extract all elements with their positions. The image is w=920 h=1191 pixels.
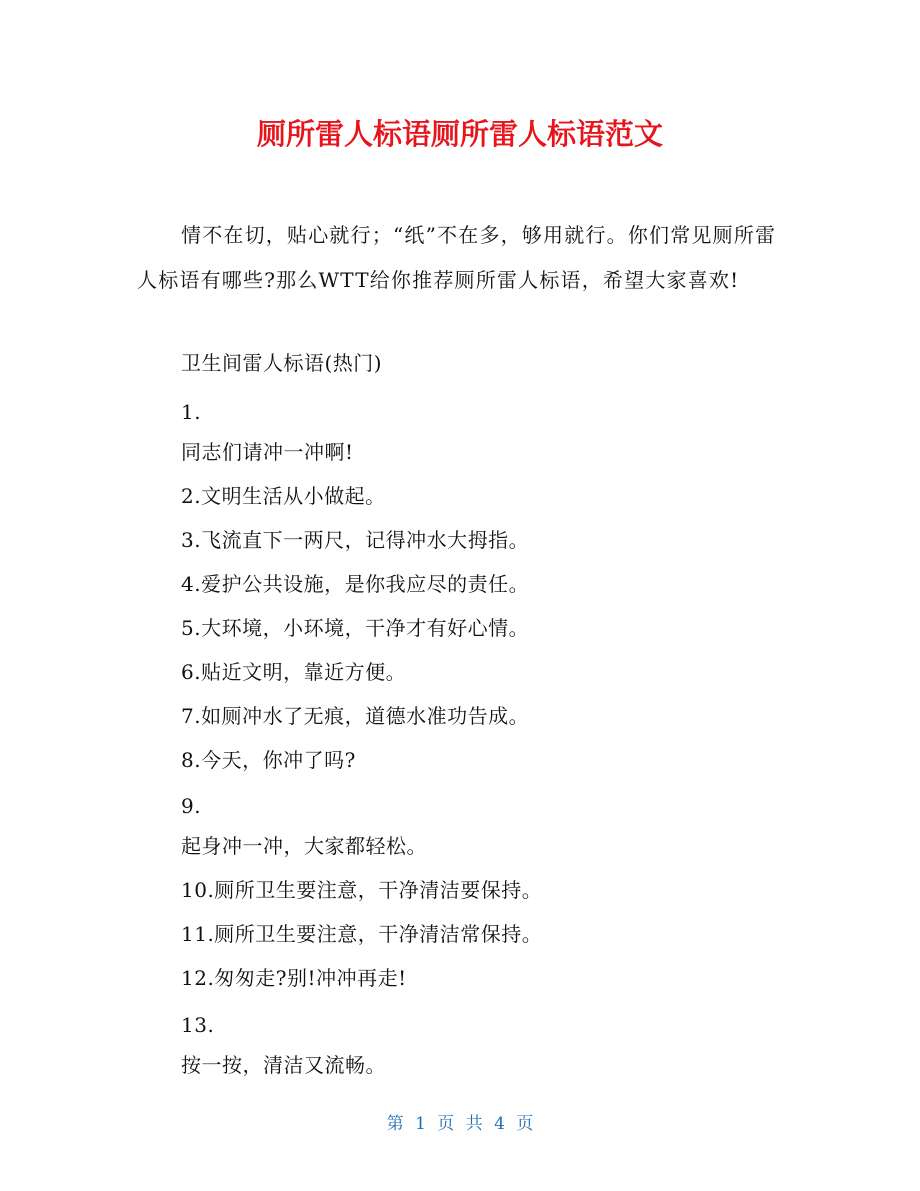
- slogan-line: 10.厕所卫生要注意，干净清洁要保持。: [181, 878, 543, 902]
- slogan-line: 1.: [181, 400, 202, 424]
- intro-paragraph: 情不在切，贴心就行；“纸”不在多，够用就行。你们常见厕所雷人标语有哪些?那么WTT给你推荐厕所雷人标语，希望大家喜欢!: [137, 223, 777, 292]
- page-number-footer: 第 1 页 共 4 页: [386, 1114, 534, 1134]
- slogan-line: 3.飞流直下一两尺，记得冲水大拇指。: [181, 528, 530, 552]
- slogan-line: 6.贴近文明，靠近方便。: [181, 660, 407, 684]
- slogan-line: 4.爱护公共设施，是你我应尽的责任。: [181, 572, 530, 596]
- slogan-line: 11.厕所卫生要注意，干净清洁常保持。: [181, 922, 543, 946]
- slogan-line: 7.如厕冲水了无痕，道德水准功告成。: [181, 704, 530, 728]
- slogan-line: 5.大环境，小环境，干净才有好心情。: [181, 616, 530, 640]
- section-heading: 卫生间雷人标语(热门): [181, 351, 383, 375]
- slogan-line: 9.: [181, 794, 202, 818]
- slogan-line: 12.匆匆走?别!冲冲再走!: [181, 966, 407, 990]
- slogan-line: 8.今天，你冲了吗?: [181, 748, 356, 772]
- slogan-line: 同志们请冲一冲啊!: [181, 440, 354, 464]
- slogan-line: 2.文明生活从小做起。: [181, 484, 386, 508]
- slogan-line: 13.: [181, 1013, 215, 1037]
- document-title: 厕所雷人标语厕所雷人标语范文: [256, 117, 663, 151]
- slogan-line: 按一按，清洁又流畅。: [181, 1053, 386, 1077]
- slogan-line: 起身冲一冲，大家都轻松。: [181, 834, 427, 858]
